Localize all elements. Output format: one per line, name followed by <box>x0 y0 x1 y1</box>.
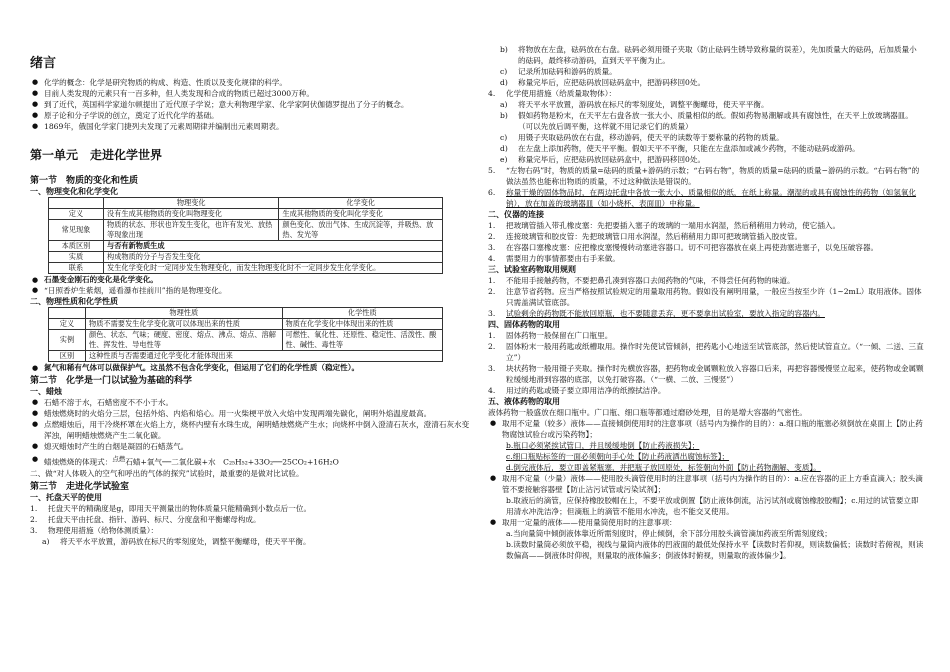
table-cell: 生成其他物质的变化叫化学变化 <box>279 209 443 220</box>
preface-item: ● 原子论和分子学说的创立，奠定了近代化学的基础。 <box>30 110 470 121</box>
balance-subitem: c) 用镊子夹取砝码放在右盘，移动游码，使天平的读数等于要称量的药物的质量。 <box>500 133 784 142</box>
right-column <box>488 0 924 672</box>
table-header: 物理性质 <box>86 308 283 319</box>
connect-item: 4. 需要用力的事情都要由右手来做。 <box>488 254 620 263</box>
liquid-detail: a.当向量筒中倾倒液体靠近所需刻度时，停止倾倒，余下部分用胶头滴管滴加药液至所需刻度线； <box>506 529 832 538</box>
section3-title: 第三节 走进化学试验室 <box>30 481 130 492</box>
section-heading: 三、试验室药物取用规则 <box>488 264 576 274</box>
rule-item: 1. 不能用手接触药物，不要把鼻孔凑到容器口去闻药物的气味，不得尝任何药物的味道。 <box>488 276 795 285</box>
balance-subitem: b) 将物放在左盘，砝码放在右盘。砝码必须用镊子夹取（防止砝码生锈导致称量的误差），先加质量大的砝码，后加质量小的砝码，最终移动游码，直到天平平衡为止。 <box>500 45 917 65</box>
table-cell: 区别 <box>49 351 86 362</box>
connect-item: 2. 连接玻璃管和胶皮管：先把玻璃管口用水润湿，然后稍稍用力即可把玻璃管插入胶皮管。 <box>488 232 803 241</box>
balance-subitem: a) 将天平水平放置，游码放在标尺的零刻度处，调整平衡螺母，使天平平衡。 <box>42 536 311 546</box>
balance-subitem: d) 在左盘上添加药物，使天平平衡。假如天平不平衡，只能在左盘添加或减少药物，不能动砝码或游码。 <box>500 144 860 153</box>
table-cell: 物质在化学变化中体现出来的性质 <box>282 319 442 330</box>
liquid-item: ● 取用一定量的液体——使用量筒使用时的注意事项： <box>488 517 924 528</box>
preface-title: 绪言 <box>30 56 57 71</box>
table-cell: 物质不需要发生化学变化就可以体现出来的性质 <box>86 319 283 330</box>
table-cell: 这种性质与否需要通过化学变化才能体现出来 <box>86 351 443 362</box>
table-cell: 构成物质的分子与否发生变化 <box>104 252 443 263</box>
liquid-detail: b.瓶口必须紧挨试管口，并且缓缓地倒【防止药液损失】； <box>506 441 700 450</box>
formula-label: 蜡烛燃烧的体现式： <box>44 457 113 467</box>
table-cell: 定义 <box>49 319 86 330</box>
section-heading: 四、固体药物的取用 <box>488 319 560 329</box>
balance-item: 4. 化学使用措施（给质量取物体）： <box>488 89 617 98</box>
table-cell <box>49 308 86 319</box>
section3-sub1: 一、托盘天平的使用 <box>30 491 102 502</box>
table-cell: 颜色变化、放出气体、生成沉淀等，并吸热、放热、发光等 <box>279 220 443 241</box>
section2-title: 第二节 化学是一门以试验为基础的科学 <box>30 376 193 386</box>
table-header: 化学变化 <box>279 198 443 209</box>
balance-item: 3. 物理使用措施（给物体测质量）： <box>30 525 159 535</box>
table-cell: 没有生成其他物质的变化叫物理变化 <box>104 209 279 220</box>
table-cell: 定义 <box>49 209 104 220</box>
balance-item: 1. 托盘天平的精确度是g，即用天平测量出的物体质量只能精确到小数点后一位。 <box>30 503 312 513</box>
note: ● “日照香炉生紫烟，遥看瀑布挂前川”指的是物理变化。 <box>30 285 470 296</box>
table-header: 物理变化 <box>104 198 279 209</box>
candle-item: ● 蜡烛燃烧时的火焰分三层，包括外焰、内焰和焰心。用一火柴梗平放入火焰中发现两端先碳化，阐明外焰温度最高。 <box>30 408 470 419</box>
preface-item: ● 目前人类发现的元素只有一百多种，但人类发现和合成的物质已超过3000万种。 <box>30 88 470 99</box>
candle-item: ● 石蜡不溶于水，石蜡密度不不小于水。 <box>30 397 470 408</box>
section-heading: 五、液体药物的取用 <box>488 396 560 406</box>
candle-item: ● 点燃蜡烛后，用干冷烧杯罩在火焰上方，烧杯内壁有水珠生成，阐明蜡烛燃烧产生水；向烧杯中倒入澄清石灰水，澄清石灰水变浑浊，阐明蜡烛燃烧产生二氧化碳。 <box>30 419 470 441</box>
note: ● 石墨变金刚石的变化是化学变化。 <box>30 274 470 285</box>
liquid-intro: 液体药物一般盛放在细口瓶中。广口瓶、细口瓶等都通过磨砂处理，目的是增大容器的气密性。 <box>488 408 807 417</box>
candle-formula <box>30 454 470 468</box>
table-header: 化学性质 <box>282 308 442 319</box>
balance-item: 6. 称量干燥的固体物品时，在两边托盘中各放一张大小、质量相似的纸，在纸上称量。潮湿的或具有腐蚀性的药物（如氢氧化钠），放在加盖的玻璃器皿（如小烧杯、表面皿）中称量。 <box>488 188 917 208</box>
liquid-detail: b.取液后的滴管，应保持橡胶胶帽在上，不要平放或倒置【防止液体倒流，沾污试剂或腐蚀橡胶胶帽】；c.用过的试管要立即用清水冲洗洁净；但滴瓶上的滴管不能用水冲洗，也不能交叉使用。 <box>506 496 919 516</box>
rule-item: 3. 试验剩余的药物既不能放回原瓶，也不要随意丢弃，更不要拿出试验室，要放入指定的容器内。 <box>488 309 825 318</box>
liquid-detail: c.细口瓶贴标签的一面必须朝向手心处【防止药液洒出腐蚀标签】； <box>506 452 730 461</box>
connect-item: 3. 在容器口塞橡皮塞：应把橡皮塞慢慢转动塞进容器口。切不可把容器放在桌上再使劲塞进塞子，以免压破容器。 <box>488 243 879 252</box>
note: ● 氮气和稀有气体可以做保护气。这虽然不包含化学变化，但运用了它们的化学性质（稳定性）。 <box>30 362 470 373</box>
preface-item: ● 1869年，俄国化学家门捷列夫发现了元素周期律并编制出元素周期表。 <box>30 121 470 132</box>
section-heading: 二、仪器的连接 <box>488 209 544 219</box>
property-table <box>48 307 443 362</box>
table-cell: 物质的状态、形状也许发生变化，也许有发光、放热等现象出现 <box>104 220 279 241</box>
formula-condition: 点燃 <box>112 455 126 463</box>
liquid-detail: b.读数时量筒必须放平稳，视线与量筒内液体的凹液面的最低处保持水平【读数时若仰视，则读数偏低；读数时若俯视，则读数偏高——倒液体时仰视，则量取的液体偏多；倒液体时俯视，则量取的液体偏少】。 <box>506 540 924 560</box>
formula-text: 石蜡+氧气──二氧化碳+水 C₂₅H₅₂+33O₂──25CO₂+16H₂O <box>125 457 339 467</box>
table-cell: 实例 <box>49 330 86 351</box>
connect-item: 1. 把玻璃管插入带孔橡皮塞：先把要插入塞子的玻璃的一端用水润湿，然后稍稍用力转动，使它插入。 <box>488 221 841 230</box>
section1-sub1: 一、物理变化和化学变化 <box>30 186 118 196</box>
solid-item: 1. 固体药物一般保留在广口瓶里。 <box>488 331 613 340</box>
balance-subitem: d) 称量完毕后，应把砝码放回砝码盒中，把游码移回0处。 <box>500 78 706 87</box>
table-cell: 实质 <box>49 252 104 263</box>
solid-item: 2. 固体粉末一般用药匙或纸槽取用。操作时先使试管倾斜，把药匙小心地送至试管底部，然后使试管直立。（“一倾、二送、三直立”） <box>488 342 924 362</box>
section1-sub2: 二、物理性质和化学性质 <box>30 296 118 306</box>
liquid-detail: d.倒完液体后，要立即盖紧瓶塞，并把瓶子放回原处，标签朝向外面【防止药物潮解、变质】。 <box>506 463 821 472</box>
table-cell: 发生化学变化时一定同步发生物理变化，而发生物理变化时不一定同步发生化学变化。 <box>104 263 443 274</box>
section2-sub2: 二、做“对人体吸入的空气和呼出的气体的探究”试验时，最重要的是做对比试验。 <box>30 468 304 478</box>
table-cell: 颜色、状态、气味；硬度、密度、熔点、沸点、熔点、溶解性、挥发性、导电性等 <box>86 330 283 351</box>
left-column <box>30 0 470 672</box>
section1-title: 第一节 物质的变化和性质 <box>30 176 139 186</box>
solid-item: 3. 块状药物一般用镊子夹取。操作时先横放容器，把药物或金属颗粒放入容器口后来，再把容器慢慢竖立起来，使药物或金属颗粒缓缓地滑到容器的底部，以免打破容器。（“一横、二放、三慢竖”） <box>488 364 924 384</box>
balance-subitem: e) 称量完毕后，应把砝码放回砝码盒中，把游码移回0处。 <box>500 155 706 164</box>
balance-subitem: a) 将天平水平放置，游码放在标尺的零刻度处，调整平衡螺母，使天平平衡。 <box>500 100 769 109</box>
unit-title: 第一单元 走进化学世界 <box>30 148 163 162</box>
table-cell: 可燃性、氧化性、还原性、稳定性、活泼性、酸性、碱性、毒性等 <box>282 330 442 351</box>
balance-item: 2. 托盘天平由托盘、指针、游码、标尺、分度盘和平衡螺母构成。 <box>30 514 261 524</box>
table-cell: 联系 <box>49 263 104 274</box>
section2-sub1: 一、蜡烛 <box>30 386 62 396</box>
solid-item: 4. 用过的药匙或镊子要立即用洁净的纸擦拭洁净。 <box>488 386 666 395</box>
liquid-item: ● 取用不定量（少量）液体——使用胶头滴管使用时的注意事项（括号内为操作的目的）：a.应在容器的正上方垂直滴入；胶头滴管不要接触容器壁【防止沾污试管或污染试剂】； <box>488 473 924 495</box>
balance-subitem: b) 假如药物是粉末，在天平左右盘各放一张大小、质量相似的纸。假如药物易潮解或具有腐蚀性，在天平上放玻璃器皿。（可以先放后调平衡，这样就不用记录它们的质量） <box>500 111 913 131</box>
table-cell <box>49 198 104 209</box>
rule-item: 2. 注意节省药物。应当严格按照试验规定的用量取用药物。假如没有阐明用量，一般应当按至少许（1~2mL）取用液体。固体只需盖满试管底部。 <box>488 287 922 307</box>
liquid-item: ● 取用不定量（较多）液体——直接倾倒使用时的注意事项（括号内为操作的目的）：a.细口瓶的瓶塞必须倒放在桌面上【防止药物腐蚀试验台或污染药物】； <box>488 418 924 440</box>
change-table <box>48 197 443 274</box>
balance-subitem: c) 记录所加砝码和游码的质量。 <box>500 67 617 76</box>
table-cell: 本质区别 <box>49 241 104 252</box>
balance-item: 5. “左物右码”时，物质的质量=砝码的质量+游码的示数；“右码右物”，物质的质量=砝码的质量−游码的示数。“右码右物”的做法虽然也能称出物质的质量，不过这种做法是错误的。 <box>488 166 920 186</box>
table-cell: 与否有新物质生成 <box>104 241 443 252</box>
preface-item: ● 到了近代，英国科学家道尔顿提出了近代原子学说；意大利物理学家、化学家阿伏伽德罗提出了分子的概念。 <box>30 99 470 110</box>
candle-item: ● 熄灭蜡烛时产生的白烟是凝固的石蜡蒸气。 <box>30 441 470 452</box>
table-cell: 常见现象 <box>49 220 104 241</box>
preface-item: ● 化学的概念：化学是研究物质的构成、构造、性质以及变化规律的科学。 <box>30 77 470 88</box>
